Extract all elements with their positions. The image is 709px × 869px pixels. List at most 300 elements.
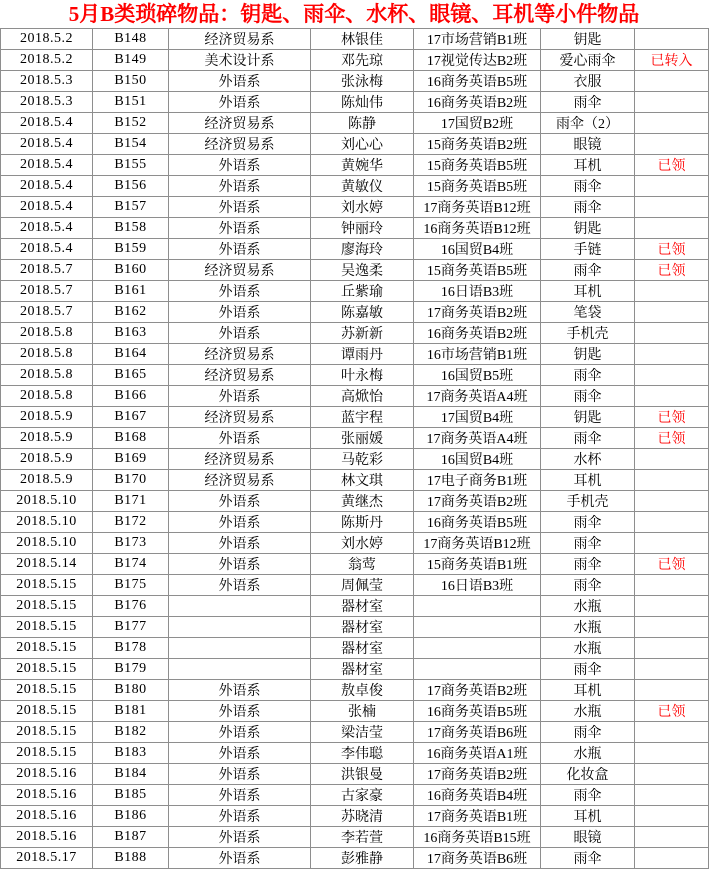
cell-id[interactable]: B166 (93, 386, 169, 407)
cell-item[interactable]: 手机壳 (541, 491, 635, 512)
cell-class[interactable]: 16商务英语B2班 (414, 92, 541, 113)
cell-department[interactable]: 经济贸易系 (169, 344, 311, 365)
cell-name[interactable]: 李若萱 (311, 827, 414, 848)
cell-date[interactable]: 2018.5.15 (1, 659, 93, 680)
cell-status[interactable] (635, 71, 709, 92)
cell-department[interactable]: 外语系 (169, 197, 311, 218)
cell-item[interactable]: 雨伞 (541, 785, 635, 806)
cell-name[interactable]: 苏新新 (311, 323, 414, 344)
cell-status[interactable]: 已领 (635, 260, 709, 281)
cell-status[interactable] (635, 827, 709, 848)
cell-item[interactable]: 衣服 (541, 71, 635, 92)
cell-item[interactable]: 水瓶 (541, 743, 635, 764)
cell-id[interactable]: B161 (93, 281, 169, 302)
cell-id[interactable]: B165 (93, 365, 169, 386)
cell-date[interactable]: 2018.5.15 (1, 743, 93, 764)
cell-class[interactable]: 16市场营销B1班 (414, 344, 541, 365)
cell-department[interactable]: 外语系 (169, 701, 311, 722)
cell-id[interactable]: B148 (93, 29, 169, 50)
cell-status[interactable] (635, 92, 709, 113)
cell-status[interactable] (635, 512, 709, 533)
cell-item[interactable]: 水瓶 (541, 701, 635, 722)
cell-id[interactable]: B186 (93, 806, 169, 827)
cell-date[interactable]: 2018.5.2 (1, 50, 93, 71)
cell-date[interactable]: 2018.5.16 (1, 785, 93, 806)
cell-class[interactable]: 15商务英语B5班 (414, 260, 541, 281)
cell-item[interactable]: 雨伞 (541, 386, 635, 407)
cell-item[interactable]: 眼镜 (541, 134, 635, 155)
cell-name[interactable]: 钟丽玲 (311, 218, 414, 239)
cell-name[interactable]: 李伟聪 (311, 743, 414, 764)
cell-class[interactable]: 17国贸B4班 (414, 407, 541, 428)
cell-id[interactable]: B173 (93, 533, 169, 554)
cell-id[interactable]: B150 (93, 71, 169, 92)
cell-id[interactable]: B159 (93, 239, 169, 260)
cell-item[interactable]: 耳机 (541, 281, 635, 302)
cell-status[interactable]: 已转入 (635, 50, 709, 71)
cell-name[interactable]: 陈静 (311, 113, 414, 134)
cell-class[interactable]: 16国贸B4班 (414, 449, 541, 470)
cell-date[interactable]: 2018.5.16 (1, 764, 93, 785)
cell-date[interactable]: 2018.5.7 (1, 302, 93, 323)
cell-date[interactable]: 2018.5.17 (1, 848, 93, 869)
cell-id[interactable]: B187 (93, 827, 169, 848)
cell-name[interactable]: 吴逸柔 (311, 260, 414, 281)
cell-name[interactable]: 刘水婷 (311, 197, 414, 218)
cell-id[interactable]: B178 (93, 638, 169, 659)
cell-status[interactable] (635, 29, 709, 50)
cell-name[interactable]: 器材室 (311, 596, 414, 617)
cell-item[interactable]: 雨伞 (541, 197, 635, 218)
cell-class[interactable]: 16商务英语B5班 (414, 701, 541, 722)
cell-class[interactable]: 16商务英语B5班 (414, 512, 541, 533)
cell-id[interactable]: B152 (93, 113, 169, 134)
cell-status[interactable] (635, 386, 709, 407)
cell-item[interactable]: 水瓶 (541, 617, 635, 638)
cell-item[interactable]: 水瓶 (541, 596, 635, 617)
table-row (1, 197, 709, 218)
cell-date[interactable]: 2018.5.16 (1, 806, 93, 827)
cell-status[interactable] (635, 659, 709, 680)
cell-date[interactable]: 2018.5.4 (1, 155, 93, 176)
cell-class[interactable] (414, 659, 541, 680)
cell-id[interactable]: B156 (93, 176, 169, 197)
cell-name[interactable]: 古家豪 (311, 785, 414, 806)
table-row (1, 407, 709, 428)
cell-class[interactable]: 16日语B3班 (414, 575, 541, 596)
cell-item[interactable]: 雨伞 (541, 575, 635, 596)
cell-department[interactable]: 外语系 (169, 176, 311, 197)
cell-date[interactable]: 2018.5.15 (1, 701, 93, 722)
table-row (1, 701, 709, 722)
cell-id[interactable]: B170 (93, 470, 169, 491)
cell-name[interactable]: 梁洁莹 (311, 722, 414, 743)
cell-date[interactable]: 2018.5.4 (1, 218, 93, 239)
cell-date[interactable]: 2018.5.4 (1, 176, 93, 197)
cell-date[interactable]: 2018.5.8 (1, 386, 93, 407)
cell-item[interactable]: 钥匙 (541, 344, 635, 365)
cell-department[interactable]: 经济贸易系 (169, 407, 311, 428)
cell-item[interactable]: 耳机 (541, 806, 635, 827)
cell-date[interactable]: 2018.5.9 (1, 470, 93, 491)
cell-class[interactable]: 17商务英语B6班 (414, 722, 541, 743)
cell-date[interactable]: 2018.5.16 (1, 827, 93, 848)
cell-id[interactable]: B182 (93, 722, 169, 743)
cell-class[interactable]: 17市场营销B1班 (414, 29, 541, 50)
cell-department[interactable]: 外语系 (169, 239, 311, 260)
cell-class[interactable]: 17商务英语B1班 (414, 806, 541, 827)
cell-class[interactable] (414, 596, 541, 617)
cell-date[interactable]: 2018.5.15 (1, 722, 93, 743)
cell-name[interactable]: 器材室 (311, 659, 414, 680)
table-row (1, 281, 709, 302)
cell-id[interactable]: B172 (93, 512, 169, 533)
cell-date[interactable]: 2018.5.9 (1, 428, 93, 449)
table-row (1, 71, 709, 92)
cell-date[interactable]: 2018.5.8 (1, 323, 93, 344)
cell-id[interactable]: B185 (93, 785, 169, 806)
cell-status[interactable] (635, 197, 709, 218)
cell-department[interactable]: 外语系 (169, 785, 311, 806)
cell-date[interactable]: 2018.5.4 (1, 113, 93, 134)
cell-class[interactable]: 17商务英语B12班 (414, 197, 541, 218)
cell-item[interactable]: 眼镜 (541, 827, 635, 848)
cell-date[interactable]: 2018.5.14 (1, 554, 93, 575)
cell-name[interactable]: 黄继杰 (311, 491, 414, 512)
cell-department[interactable]: 外语系 (169, 743, 311, 764)
cell-class[interactable]: 16商务英语B12班 (414, 218, 541, 239)
cell-id[interactable]: B188 (93, 848, 169, 869)
page-title[interactable]: 5月B类琐碎物品：钥匙、雨伞、水杯、眼镜、耳机等小件物品 (68, 2, 640, 26)
cell-status[interactable] (635, 344, 709, 365)
cell-department[interactable]: 外语系 (169, 533, 311, 554)
table-row (1, 659, 709, 680)
cell-status[interactable] (635, 596, 709, 617)
cell-class[interactable]: 16商务英语B4班 (414, 785, 541, 806)
cell-date[interactable]: 2018.5.7 (1, 281, 93, 302)
cell-id[interactable]: B181 (93, 701, 169, 722)
cell-item[interactable]: 笔袋 (541, 302, 635, 323)
cell-name[interactable]: 高焮怡 (311, 386, 414, 407)
cell-item[interactable]: 雨伞 (541, 848, 635, 869)
cell-item[interactable]: 雨伞（2） (541, 113, 635, 134)
cell-date[interactable]: 2018.5.8 (1, 365, 93, 386)
cell-status[interactable] (635, 302, 709, 323)
cell-date[interactable]: 2018.5.10 (1, 491, 93, 512)
cell-date[interactable]: 2018.5.15 (1, 596, 93, 617)
cell-department[interactable]: 经济贸易系 (169, 134, 311, 155)
cell-department[interactable]: 外语系 (169, 512, 311, 533)
table-row (1, 575, 709, 596)
cell-name[interactable]: 敖卓俊 (311, 680, 414, 701)
cell-item[interactable]: 雨伞 (541, 428, 635, 449)
cell-id[interactable]: B176 (93, 596, 169, 617)
cell-id[interactable]: B157 (93, 197, 169, 218)
table-row (1, 260, 709, 281)
cell-date[interactable]: 2018.5.4 (1, 239, 93, 260)
cell-id[interactable]: B177 (93, 617, 169, 638)
table-row (1, 134, 709, 155)
cell-status[interactable] (635, 491, 709, 512)
cell-item[interactable]: 雨伞 (541, 176, 635, 197)
cell-name[interactable]: 马乾彩 (311, 449, 414, 470)
table-row (1, 155, 709, 176)
cell-department[interactable]: 外语系 (169, 386, 311, 407)
cell-status[interactable] (635, 281, 709, 302)
cell-department[interactable]: 美术设计系 (169, 50, 311, 71)
cell-id[interactable]: B183 (93, 743, 169, 764)
cell-id[interactable]: B168 (93, 428, 169, 449)
cell-item[interactable]: 水杯 (541, 449, 635, 470)
cell-item[interactable]: 雨伞 (541, 554, 635, 575)
cell-status[interactable] (635, 218, 709, 239)
cell-name[interactable]: 彭雅静 (311, 848, 414, 869)
cell-item[interactable]: 雨伞 (541, 659, 635, 680)
cell-class[interactable]: 17电子商务B1班 (414, 470, 541, 491)
cell-id[interactable]: B154 (93, 134, 169, 155)
cell-id[interactable]: B163 (93, 323, 169, 344)
cell-item[interactable]: 雨伞 (541, 512, 635, 533)
cell-name[interactable]: 邓先琼 (311, 50, 414, 71)
cell-date[interactable]: 2018.5.4 (1, 197, 93, 218)
cell-class[interactable]: 15商务英语B5班 (414, 176, 541, 197)
cell-department[interactable]: 外语系 (169, 764, 311, 785)
cell-item[interactable]: 雨伞 (541, 722, 635, 743)
cell-id[interactable]: B174 (93, 554, 169, 575)
cell-item[interactable]: 钥匙 (541, 29, 635, 50)
cell-item[interactable]: 钥匙 (541, 218, 635, 239)
cell-name[interactable]: 苏晓清 (311, 806, 414, 827)
cell-name[interactable]: 黄敏仪 (311, 176, 414, 197)
cell-status[interactable] (635, 470, 709, 491)
cell-department[interactable]: 外语系 (169, 323, 311, 344)
cell-class[interactable]: 16商务英语B5班 (414, 71, 541, 92)
cell-date[interactable]: 2018.5.15 (1, 680, 93, 701)
cell-status[interactable] (635, 722, 709, 743)
cell-class[interactable]: 16国贸B4班 (414, 239, 541, 260)
cell-department[interactable]: 外语系 (169, 575, 311, 596)
cell-item[interactable]: 化妆盒 (541, 764, 635, 785)
cell-status[interactable] (635, 848, 709, 869)
cell-id[interactable]: B169 (93, 449, 169, 470)
cell-item[interactable]: 耳机 (541, 680, 635, 701)
cell-status[interactable] (635, 134, 709, 155)
cell-class[interactable]: 16商务英语A1班 (414, 743, 541, 764)
cell-id[interactable]: B171 (93, 491, 169, 512)
cell-department[interactable]: 外语系 (169, 491, 311, 512)
cell-item[interactable]: 爱心雨伞 (541, 50, 635, 71)
cell-department[interactable]: 外语系 (169, 806, 311, 827)
cell-item[interactable]: 雨伞 (541, 260, 635, 281)
cell-department[interactable]: 经济贸易系 (169, 449, 311, 470)
cell-name[interactable]: 张楠 (311, 701, 414, 722)
cell-status[interactable]: 已领 (635, 701, 709, 722)
cell-date[interactable]: 2018.5.3 (1, 71, 93, 92)
table-row (1, 449, 709, 470)
cell-status[interactable] (635, 785, 709, 806)
cell-name[interactable]: 张丽媛 (311, 428, 414, 449)
cell-department[interactable]: 外语系 (169, 281, 311, 302)
cell-item[interactable]: 手链 (541, 239, 635, 260)
cell-class[interactable]: 17商务英语B12班 (414, 533, 541, 554)
cell-date[interactable]: 2018.5.2 (1, 29, 93, 50)
cell-name[interactable]: 叶永梅 (311, 365, 414, 386)
cell-class[interactable]: 17商务英语B2班 (414, 302, 541, 323)
table-row (1, 764, 709, 785)
cell-item[interactable]: 耳机 (541, 155, 635, 176)
cell-name[interactable]: 廖海玲 (311, 239, 414, 260)
table-row (1, 323, 709, 344)
cell-item[interactable]: 水瓶 (541, 638, 635, 659)
cell-class[interactable]: 15商务英语B2班 (414, 134, 541, 155)
cell-department[interactable] (169, 659, 311, 680)
cell-department[interactable]: 外语系 (169, 428, 311, 449)
cell-department[interactable]: 经济贸易系 (169, 365, 311, 386)
cell-department[interactable]: 外语系 (169, 722, 311, 743)
table-row (1, 92, 709, 113)
cell-status[interactable] (635, 806, 709, 827)
cell-status[interactable] (635, 176, 709, 197)
cell-class[interactable]: 16日语B3班 (414, 281, 541, 302)
cell-status[interactable] (635, 638, 709, 659)
cell-item[interactable]: 钥匙 (541, 407, 635, 428)
cell-name[interactable]: 刘水婷 (311, 533, 414, 554)
cell-status[interactable] (635, 365, 709, 386)
table-row (1, 533, 709, 554)
cell-class[interactable]: 16国贸B5班 (414, 365, 541, 386)
cell-id[interactable]: B162 (93, 302, 169, 323)
cell-item[interactable]: 耳机 (541, 470, 635, 491)
cell-item[interactable]: 雨伞 (541, 365, 635, 386)
cell-class[interactable]: 15商务英语B1班 (414, 554, 541, 575)
cell-id[interactable]: B149 (93, 50, 169, 71)
cell-department[interactable]: 外语系 (169, 71, 311, 92)
cell-name[interactable]: 陈灿伟 (311, 92, 414, 113)
cell-name[interactable]: 蓝宇程 (311, 407, 414, 428)
cell-item[interactable]: 雨伞 (541, 533, 635, 554)
cell-class[interactable]: 17国贸B2班 (414, 113, 541, 134)
cell-department[interactable]: 外语系 (169, 554, 311, 575)
cell-department[interactable]: 经济贸易系 (169, 260, 311, 281)
cell-date[interactable]: 2018.5.8 (1, 344, 93, 365)
table-row (1, 680, 709, 701)
cell-id[interactable]: B184 (93, 764, 169, 785)
cell-date[interactable]: 2018.5.9 (1, 449, 93, 470)
cell-class[interactable]: 16商务英语B2班 (414, 323, 541, 344)
cell-department[interactable]: 外语系 (169, 218, 311, 239)
cell-status[interactable]: 已领 (635, 554, 709, 575)
cell-date[interactable]: 2018.5.15 (1, 575, 93, 596)
cell-item[interactable]: 雨伞 (541, 92, 635, 113)
cell-department[interactable]: 外语系 (169, 302, 311, 323)
cell-class[interactable]: 15商务英语B5班 (414, 155, 541, 176)
cell-id[interactable]: B151 (93, 92, 169, 113)
cell-date[interactable]: 2018.5.4 (1, 134, 93, 155)
table-row (1, 785, 709, 806)
cell-id[interactable]: B160 (93, 260, 169, 281)
cell-id[interactable]: B180 (93, 680, 169, 701)
cell-name[interactable]: 刘心心 (311, 134, 414, 155)
cell-status[interactable] (635, 575, 709, 596)
cell-class[interactable]: 17商务英语B2班 (414, 764, 541, 785)
cell-name[interactable]: 黄婉华 (311, 155, 414, 176)
cell-class[interactable] (414, 638, 541, 659)
cell-name[interactable]: 器材室 (311, 617, 414, 638)
cell-name[interactable]: 陈嘉敏 (311, 302, 414, 323)
cell-name[interactable]: 翁莺 (311, 554, 414, 575)
cell-department[interactable]: 经济贸易系 (169, 29, 311, 50)
cell-id[interactable]: B158 (93, 218, 169, 239)
cell-date[interactable]: 2018.5.7 (1, 260, 93, 281)
cell-department[interactable]: 外语系 (169, 827, 311, 848)
cell-status[interactable] (635, 680, 709, 701)
cell-id[interactable]: B167 (93, 407, 169, 428)
cell-department[interactable]: 外语系 (169, 680, 311, 701)
cell-status[interactable] (635, 617, 709, 638)
cell-department[interactable] (169, 638, 311, 659)
cell-name[interactable]: 林银佳 (311, 29, 414, 50)
cell-status[interactable] (635, 113, 709, 134)
cell-class[interactable]: 17商务英语A4班 (414, 428, 541, 449)
cell-name[interactable]: 林文琪 (311, 470, 414, 491)
cell-status[interactable] (635, 764, 709, 785)
cell-id[interactable]: B179 (93, 659, 169, 680)
cell-status[interactable]: 已领 (635, 239, 709, 260)
cell-department[interactable]: 外语系 (169, 155, 311, 176)
cell-department[interactable] (169, 596, 311, 617)
cell-name[interactable]: 丘紫瑜 (311, 281, 414, 302)
cell-department[interactable]: 经济贸易系 (169, 470, 311, 491)
cell-date[interactable]: 2018.5.15 (1, 638, 93, 659)
cell-status[interactable]: 已领 (635, 428, 709, 449)
cell-status[interactable] (635, 533, 709, 554)
cell-class[interactable]: 17商务英语B2班 (414, 680, 541, 701)
cell-date[interactable]: 2018.5.3 (1, 92, 93, 113)
cell-status[interactable] (635, 743, 709, 764)
cell-department[interactable] (169, 617, 311, 638)
cell-class[interactable]: 17视觉传达B2班 (414, 50, 541, 71)
cell-class[interactable]: 17商务英语B6班 (414, 848, 541, 869)
cell-date[interactable]: 2018.5.9 (1, 407, 93, 428)
cell-class[interactable] (414, 617, 541, 638)
cell-status[interactable]: 已领 (635, 155, 709, 176)
cell-department[interactable]: 外语系 (169, 848, 311, 869)
cell-date[interactable]: 2018.5.15 (1, 617, 93, 638)
cell-id[interactable]: B155 (93, 155, 169, 176)
cell-name[interactable]: 陈斯丹 (311, 512, 414, 533)
table-row (1, 638, 709, 659)
cell-name[interactable]: 器材室 (311, 638, 414, 659)
cell-item[interactable]: 手机壳 (541, 323, 635, 344)
cell-id[interactable]: B175 (93, 575, 169, 596)
cell-name[interactable]: 张泳梅 (311, 71, 414, 92)
cell-name[interactable]: 洪银曼 (311, 764, 414, 785)
cell-class[interactable]: 17商务英语B2班 (414, 491, 541, 512)
cell-department[interactable]: 外语系 (169, 92, 311, 113)
cell-class[interactable]: 16商务英语B15班 (414, 827, 541, 848)
cell-name[interactable]: 周佩莹 (311, 575, 414, 596)
cell-date[interactable]: 2018.5.10 (1, 512, 93, 533)
cell-id[interactable]: B164 (93, 344, 169, 365)
cell-date[interactable]: 2018.5.10 (1, 533, 93, 554)
cell-class[interactable]: 17商务英语A4班 (414, 386, 541, 407)
cell-status[interactable] (635, 323, 709, 344)
cell-status[interactable] (635, 449, 709, 470)
cell-name[interactable]: 谭雨丹 (311, 344, 414, 365)
cell-status[interactable]: 已领 (635, 407, 709, 428)
table-row (1, 554, 709, 575)
cell-department[interactable]: 经济贸易系 (169, 113, 311, 134)
